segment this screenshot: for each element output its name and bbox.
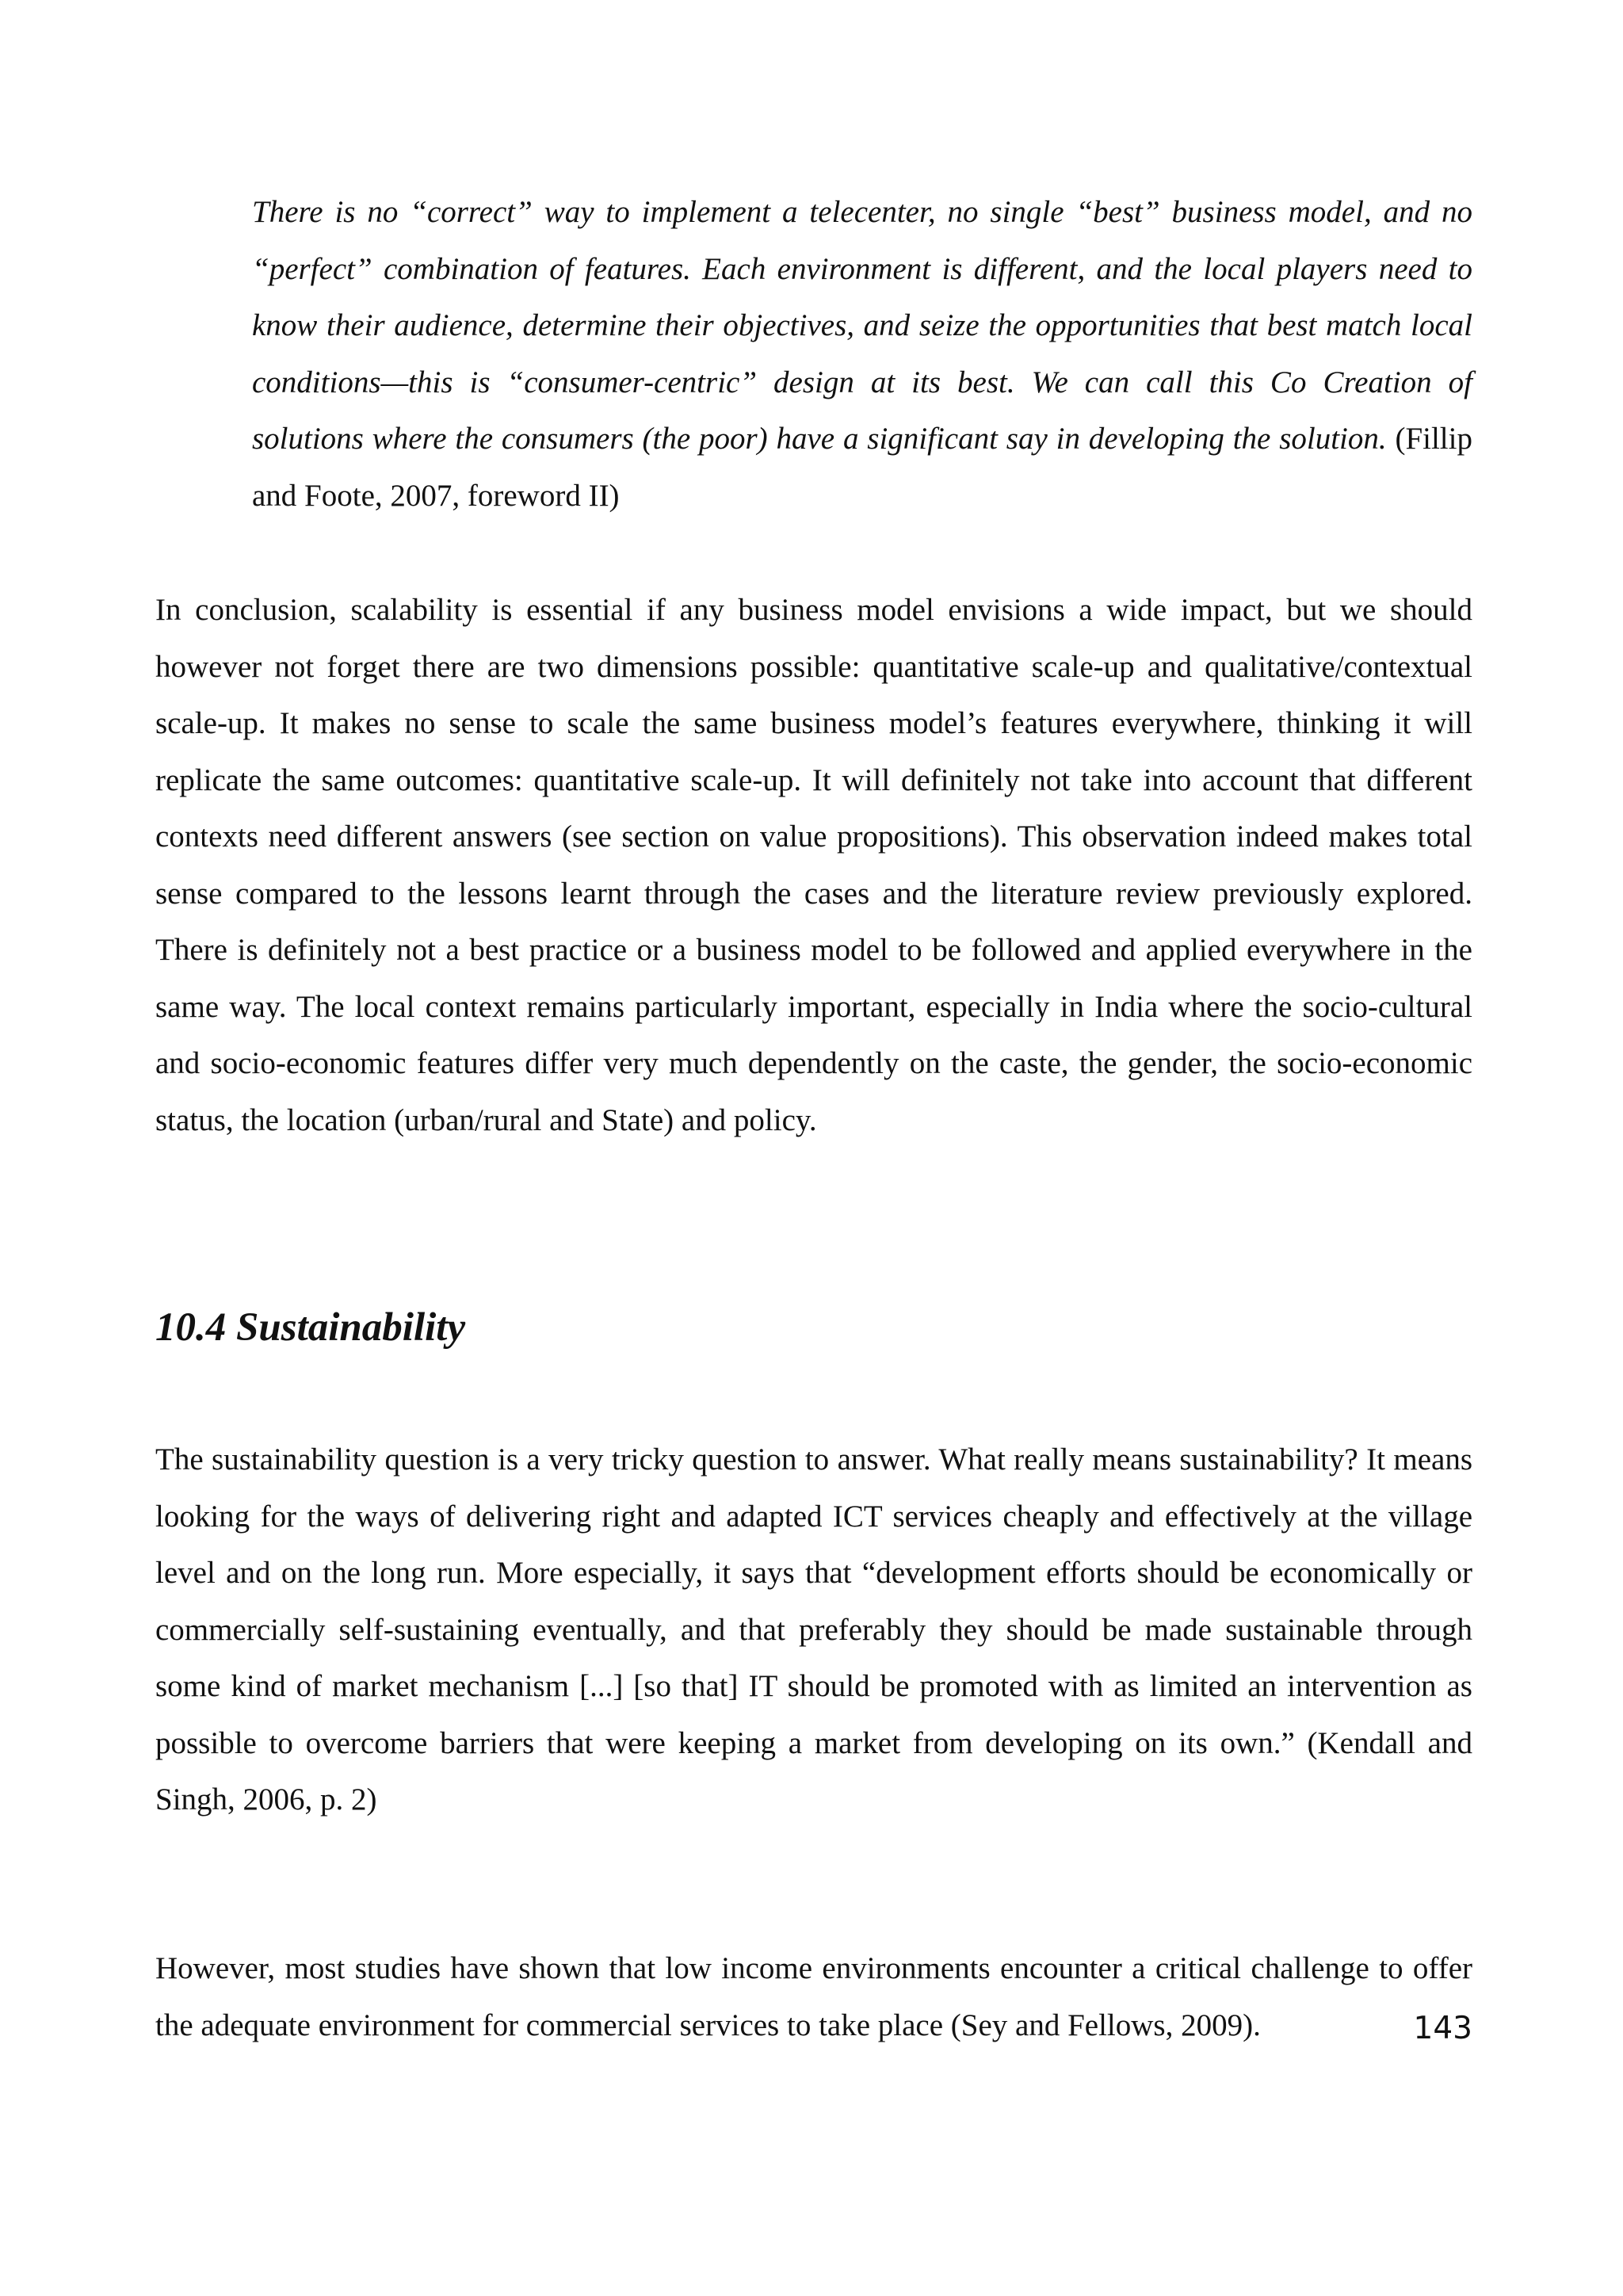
paragraph-sustainability: The sustainability question is a very tricky question to answer. What really means sustainability? It means looking for the ways of delivering right and adapted ICT services cheaply and effectively at the village level and on the long run. More especially, it says that “development efforts should be economically or commercially self-sustaining eventually, and that preferably they should be made sustainable through some kind of market mechanism [...] [so that] IT should be promoted with as limited an intervention as possible to overcome barriers that were keeping a market from developing on its own.” (Kendall and Singh, 2006, p. 2) <box>155 1442 1472 1817</box>
quote-text: There is no “correct” way to implement a telecenter, no single “best” business model, and no “perfect” combination of features. Each environment is different, and the local players need to know their audience, determine their objectives, and seize the opportunities that best match local conditions—this is “consumer-centric” design at its best. We can call this Co Creation of solutions where the consumers (the poor) have a significant say in developing the solution. <box>252 195 1472 456</box>
section-heading: 10.4 Sustainability <box>155 1305 466 1350</box>
page-number: 143 <box>1413 2011 1472 2046</box>
paragraph-however: However, most studies have shown that low income environments encounter a critical challenge to offer the adequate environment for commercial services to take place (Sey and Fellows, 2009). <box>155 1951 1472 2042</box>
paragraph-conclusion: In conclusion, scalability is essential if any business model envisions a wide impact, but we should however not forget there are two dimensions possible: quantitative scale-up and qualitative/contextual scale-up. It makes no sense to scale the same business model’s features everywhere, thinking it will replicate the same outcomes: quantitative scale-up. It will definitely not take into account that different contexts need different answers (see section on value propositions). This observation indeed makes total sense compared to the lessons learnt through the cases and the literature review previously explored. There is definitely not a best practice or a business model to be followed and applied everywhere in the same way. The local context remains particularly important, especially in India where the socio-cultural and socio-economic features differ very much dependently on the caste, the gender, the socio-economic status, the location (urban/rural and State) and policy. <box>155 593 1472 1137</box>
quote-citation: (Fillip and Foote, 2007, foreword II) <box>252 422 1472 513</box>
block-quote <box>252 184 1472 524</box>
